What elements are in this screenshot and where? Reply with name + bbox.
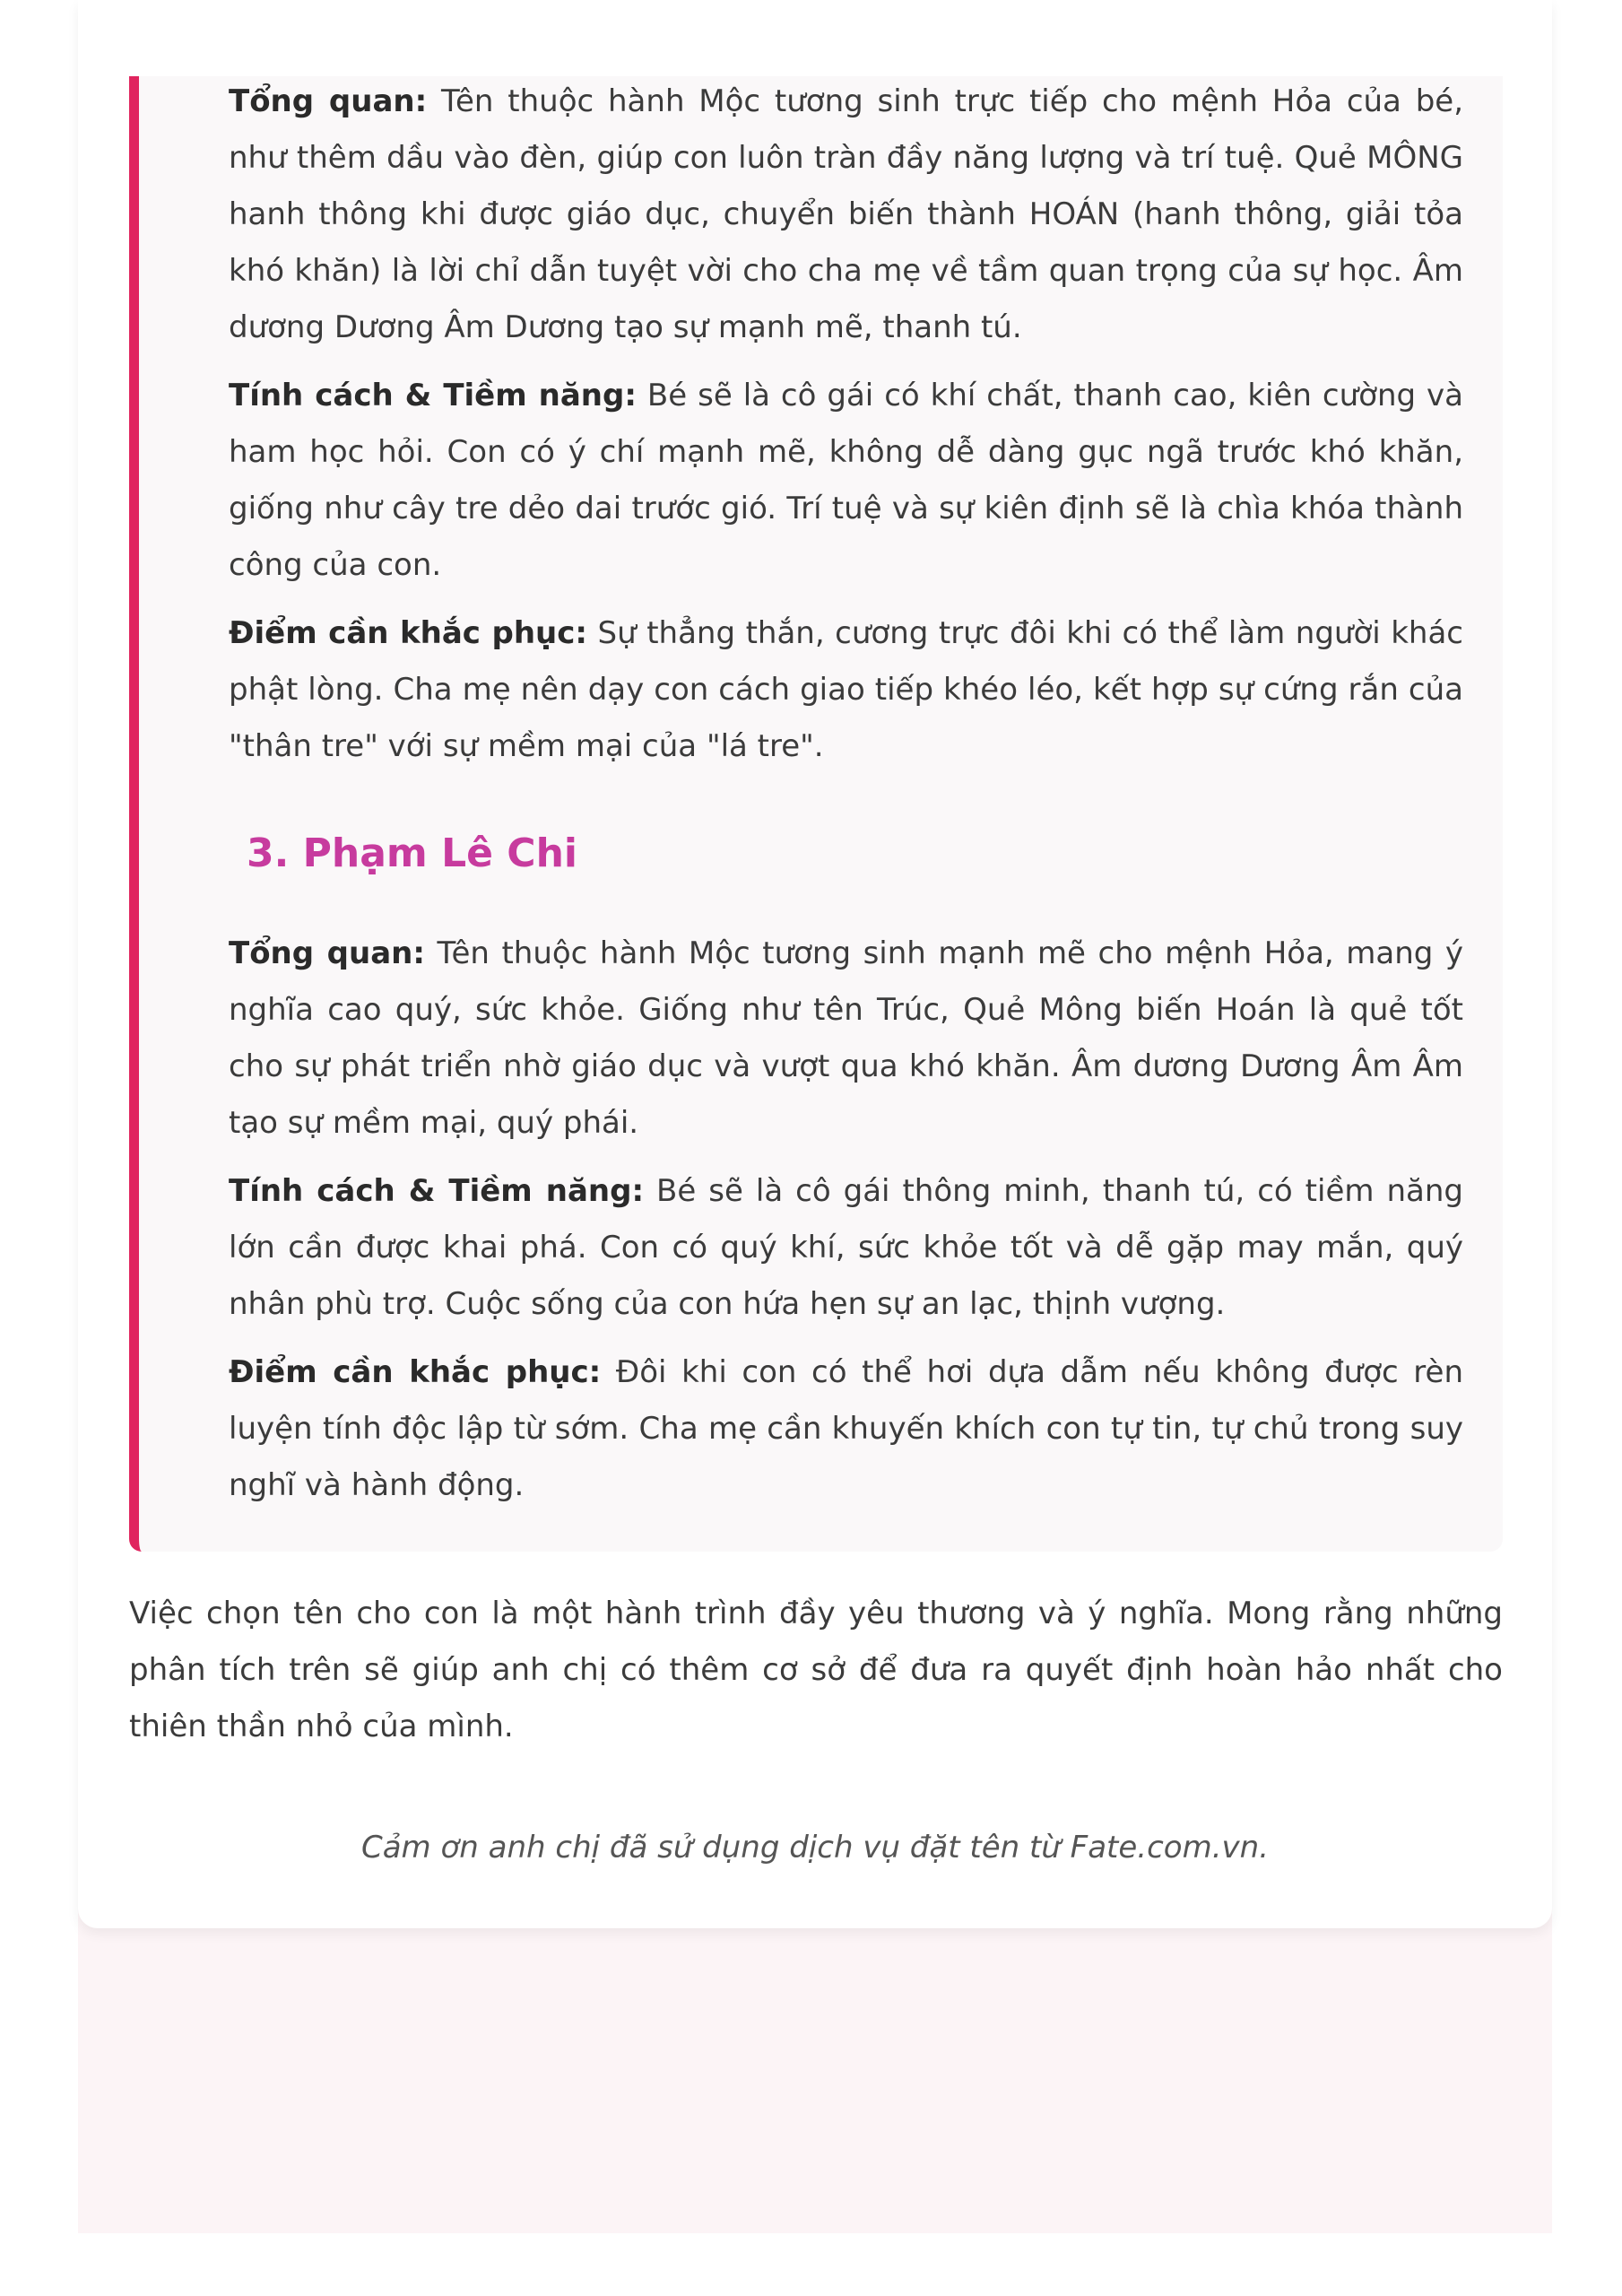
section2-improve-label: Điểm cần khắc phục:: [229, 615, 588, 651]
section3-personality-text: Bé sẽ là cô gái thông minh, thanh tú, có tiềm năng lớn cần được khai phá. Con có quý khí, sức khỏe tốt và dễ gặp may mắn, quý nhân phù trợ. Cuộc sống của con hứa hẹn sự an lạc, thịnh vượng.: [229, 1173, 1463, 1322]
content-card: [78, 0, 1552, 1928]
section2-personality-label: Tính cách & Tiềm năng:: [229, 378, 637, 413]
conclusion-paragraph: Việc chọn tên cho con là một hành trình đầy yêu thương và ý nghĩa. Mong rằng những phân tích trên sẽ giúp anh chị có thêm cơ sở để đưa ra quyết định hoàn hảo nhất cho thiên thần nhỏ của mình.: [129, 1596, 1503, 1744]
section3-heading: 3. Phạm Lê Chi: [247, 831, 577, 876]
section2-improve: [229, 605, 1463, 775]
section2-improve-text: Sự thẳng thắn, cương trực đôi khi có thể làm người khác phật lòng. Cha mẹ nên dạy con cách giao tiếp khéo léo, kết hợp sự cứng rắn của "thân tre" với sự mềm mại của "lá tre".: [229, 615, 1464, 764]
section2-overview: [229, 74, 1463, 356]
section3-improve: [229, 1344, 1463, 1514]
section3-personality-label: Tính cách & Tiềm năng:: [229, 1173, 645, 1209]
section3-overview: [229, 926, 1463, 1152]
section3-improve-label: Điểm cần khắc phục:: [229, 1354, 602, 1390]
section2-personality-text: Bé sẽ là cô gái có khí chất, thanh cao, kiên cường và ham học hỏi. Con có ý chí mạnh mẽ, không dễ dàng gục ngã trước khó khăn, giống như cây tre dẻo dai trước gió. Trí tuệ và sự kiên định sẽ là chìa khóa thành công của con.: [229, 378, 1463, 583]
section2-overview-text: Tên thuộc hành Mộc tương sinh trực tiếp cho mệnh Hỏa của bé, như thêm dầu vào đèn, giúp con luôn tràn đầy năng lượng và trí tuệ. Quẻ MÔNG hanh thông khi được giáo dục, chuyển biến thành HOÁN (hanh thông, giải tỏa khó khăn) là lời chỉ dẫn tuyệt vời cho cha mẹ về tầm quan trọng của sự học. Âm dương Dương Âm Dương tạo sự mạnh mẽ, thanh tú.: [229, 83, 1463, 345]
section2-overview-label: Tổng quan:: [229, 83, 428, 119]
section3-improve-text: Đôi khi con có thể hơi dựa dẫm nếu không được rèn luyện tính độc lập từ sớm. Cha mẹ cần khuyến khích con tự tin, tự chủ trong suy nghĩ và hành động.: [229, 1354, 1463, 1503]
section2-personality: [229, 368, 1463, 594]
section3-personality: [229, 1163, 1463, 1333]
section3-overview-text: Tên thuộc hành Mộc tương sinh mạnh mẽ cho mệnh Hỏa, mang ý nghĩa cao quý, sức khỏe. Giống như tên Trúc, Quẻ Mông biến Hoán là quẻ tốt cho sự phát triển nhờ giáo dục và vượt qua khó khăn. Âm dương Dương Âm Âm tạo sự mềm mại, quý phái.: [229, 935, 1463, 1141]
thanks-note: Cảm ơn anh chị đã sử dụng dịch vụ đặt tên từ Fate.com.vn.: [360, 1830, 1269, 1866]
name-analysis-box: [129, 76, 1503, 1552]
section3-overview-label: Tổng quan:: [229, 935, 425, 971]
